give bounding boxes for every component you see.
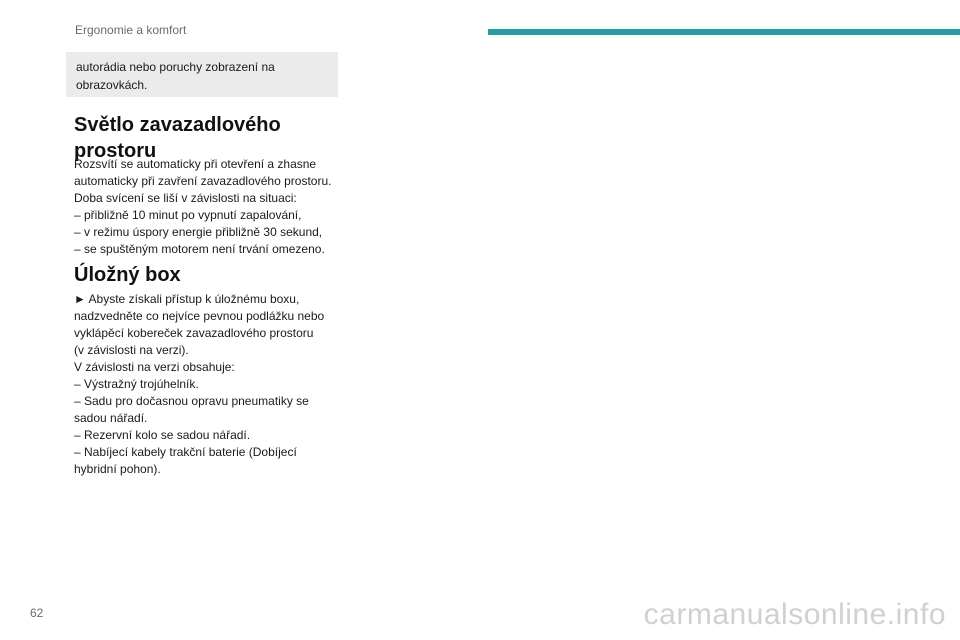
paragraph-line: nadzvedněte co nejvíce pevnou podlážku nebo [74,309,325,323]
heading-storage-box: Úložný box [74,264,181,286]
list-item: – se spuštěným motorem není trvání omezeno. [74,242,325,256]
note-text [76,58,326,94]
section-header: Ergonomie a komfort [75,23,187,37]
list-item: – v režimu úspory energie přibližně 30 sekund, [74,225,323,239]
accent-bar [488,29,960,35]
watermark: carmanualsonline.info [643,598,946,631]
page-number: 62 [30,606,44,620]
paragraph-line: V závislosti na verzi obsahuje: [74,360,235,374]
paragraph-line: vyklápěcí kobereček zavazadlového prostoru [74,326,314,340]
list-item: – Sadu pro dočasnou opravu pneumatiky se [74,394,309,408]
paragraph-line: automaticky při zavření zavazadlového prostoru. [74,174,332,188]
heading-trunk-light-text: Světlo zavazadlového prostoru [74,114,281,162]
paragraph-line: Doba svícení se liší v závislosti na situaci: [74,191,297,205]
list-item: sadou nářadí. [74,411,148,425]
list-item: hybridní pohon). [74,462,161,476]
list-item: – Rezervní kolo se sadou nářadí. [74,428,251,442]
paragraph-storage-box [74,291,349,478]
list-item: – Výstražný trojúhelník. [74,377,199,391]
note-line: obrazovkách. [76,78,148,92]
paragraph-line: Rozsvítí se automaticky při otevření a zhasne [74,157,317,171]
paragraph-trunk-light [74,156,349,258]
note-line: autorádia nebo poruchy zobrazení na [76,60,275,74]
paragraph-line: (v závislosti na verzi). [74,343,189,357]
list-item: – přibližně 10 minut po vypnutí zapalování, [74,208,302,222]
list-item: – Nabíjecí kabely trakční baterie (Dobíjecí [74,445,297,459]
paragraph-line: ► Abyste získali přístup k úložnému boxu, [74,292,300,306]
